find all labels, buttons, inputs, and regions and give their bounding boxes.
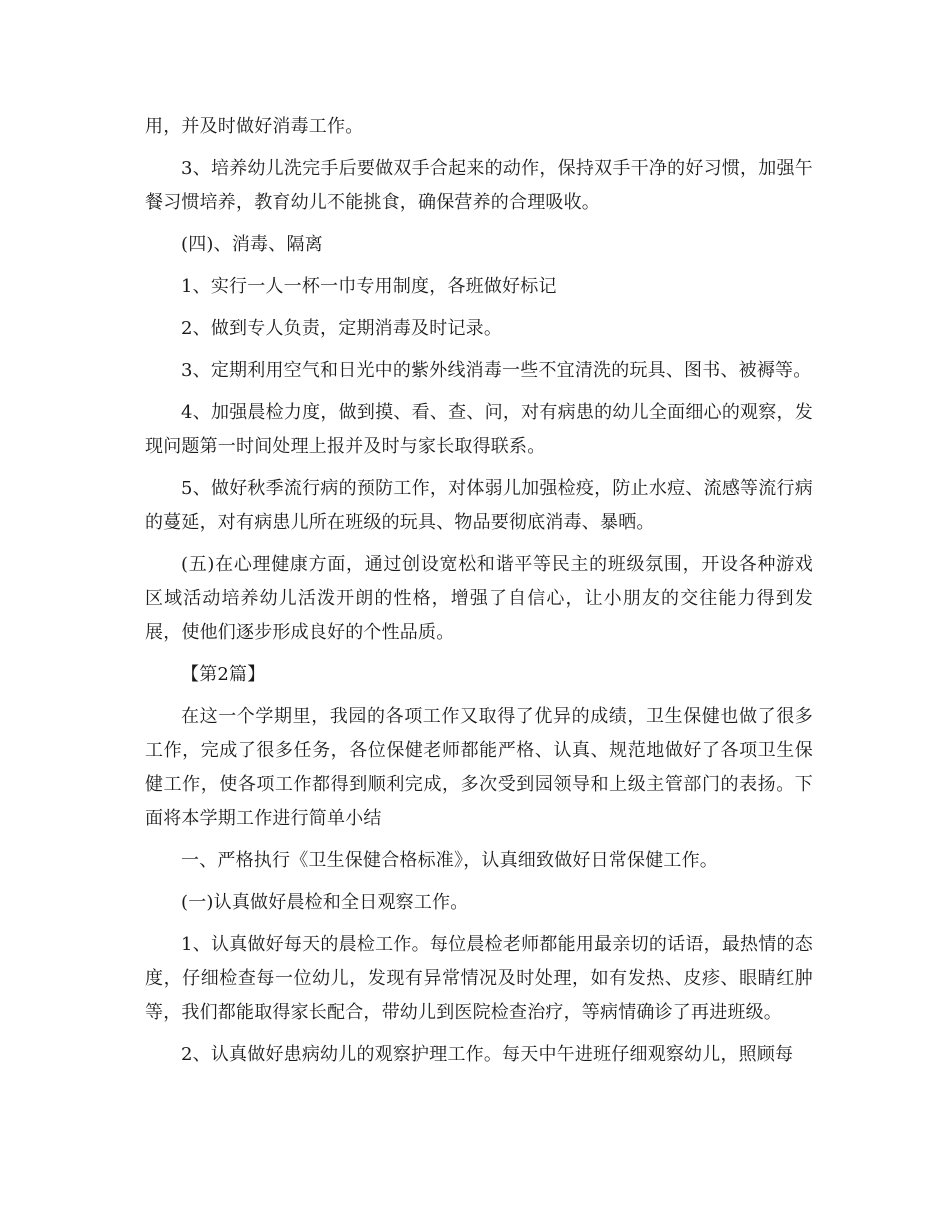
section-heading-disinfection: (四)、消毒、隔离 [181, 234, 323, 255]
paragraph-6: 3、定期利用空气和日光中的紫外线消毒一些不宜清洗的玩具、图书、被褥等。 [181, 360, 812, 381]
paragraph-9: (五)在心理健康方面，通过创设宽松和谐平等民主的班级氛围，开设各种游戏区域活动培养幼儿活泼开朗的性格，增强了自信心，让小朋友的交往能力得到发展，使他们逐步形成良好的个性品质。 [145, 554, 813, 643]
paragraph-8: 5、做好秋季流行病的预防工作，对体弱儿加强检疫，防止水痘、流感等流行病的蔓延，对有病患儿所在班级的玩具、物品要彻底消毒、暴晒。 [145, 478, 813, 533]
paragraph-14: 1、认真做好每天的晨检工作。每位晨检老师都能用最亲切的话语，最热情的态度，仔细检查每一位幼儿，发现有异常情况及时处理，如有发热、皮疹、眼睛红肿等，我们都能取得家长配合，带幼儿到医院检查治疗，等病情确诊了再进班级。 [145, 934, 813, 1023]
paragraph-4: 1、实行一人一杯一巾专用制度，各班做好标记 [181, 276, 557, 297]
document-body [145, 110, 813, 1080]
section-heading-standards: 一、严格执行《卫生保健合格标准》，认真细致做好日常保健工作。 [181, 850, 718, 871]
paragraph-1: 用，并及时做好消毒工作。 [145, 116, 364, 137]
paragraph-2: 3、培养幼儿洗完手后要做双手合起来的动作，保持双手干净的好习惯，加强午餐习惯培养，教育幼儿不能挑食，确保营养的合理吸收。 [145, 158, 813, 213]
article-heading-part-2: 【第2篇】 [181, 664, 266, 685]
paragraph-5: 2、做到专人负责，定期消毒及时记录。 [181, 318, 503, 339]
paragraph-7: 4、加强晨检力度，做到摸、看、查、问，对有病患的幼儿全面细心的观察，发现问题第一时间处理上报并及时与家长取得联系。 [145, 402, 813, 457]
subsection-heading-morning-check: (一)认真做好晨检和全日观察工作。 [181, 892, 469, 913]
paragraph-11: 在这一个学期里，我园的各项工作又取得了优异的成绩，卫生保健也做了很多工作，完成了很多任务，各位保健老师都能严格、认真、规范地做好了各项卫生保健工作，使各项工作都得到顺利完成，多次受到园领导和上级主管部门的表扬。下面将本学期工作进行简单小结 [145, 706, 813, 829]
paragraph-15: 2、认真做好患病幼儿的观察护理工作。每天中午进班仔细观察幼儿，照顾每 [181, 1044, 794, 1065]
